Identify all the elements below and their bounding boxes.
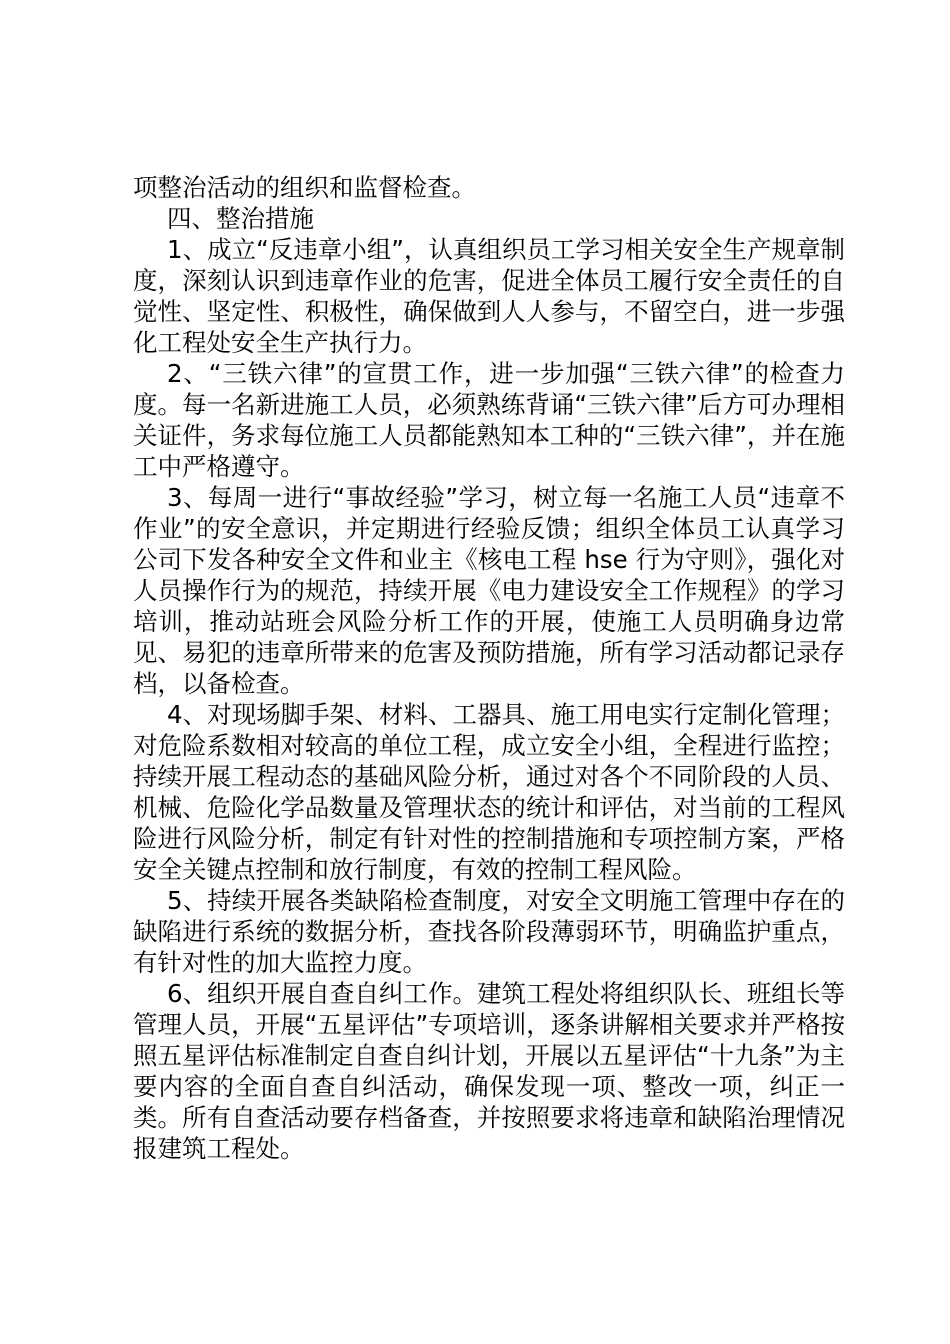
paragraph-measure-4: 4、对现场脚手架、材料、工器具、施工用电实行定制化管理；对危险系数相对较高的单位工程，成立安全小组，全程进行监控；持续开展工程动态的基础风险分析，通过对各个不同阶段的人员、机械、危险化学品数量及管理状态的统计和评估，对当前的工程风险进行风险分析，制定有针对性的控制措施和专项控制方案，严格安全关键点控制和放行制度，有效的控制工程风险。 bbox=[133, 700, 845, 884]
paragraph-measure-6: 6、组织开展自查自纠工作。建筑工程处将组织队长、班组长等管理人员，开展“五星评估”专项培训，逐条讲解相关要求并严格按照五星评估标准制定自查自纠计划，开展以五星评估“十九条”为主要内容的全面自查自纠活动，确保发现一项、整改一项，纠正一类。所有自查活动要存档备查，并按照要求将违章和缺陷治理情况报建筑工程处。 bbox=[133, 979, 845, 1163]
paragraph-measure-1: 1、成立“反违章小组”，认真组织员工学习相关安全生产规章制度，深刻认识到违章作业的危害，促进全体员工履行安全责任的自觉性、坚定性、积极性，确保做到人人参与，不留空白，进一步强化工程处安全生产执行力。 bbox=[133, 235, 845, 357]
paragraph-measure-3: 3、每周一进行“事故经验”学习，树立每一名施工人员“违章不作业”的安全意识，并定期进行经验反馈；组织全体员工认真学习公司下发各种安全文件和业主《核电工程 hse 行为守则》，强化对人员操作行为的规范，持续开展《电力建设安全工作规程》的学习培训，推动站班会风险分析工作的开展，使施工人员明确身边常见、易犯的违章所带来的危害及预防措施，所有学习活动都记录存档，以备检查。 bbox=[133, 483, 845, 698]
section-heading-measures: 四、整治措施 bbox=[167, 204, 314, 233]
paragraph-measure-2: 2、“三铁六律”的宣贯工作，进一步加强“三铁六律”的检查力度。每一名新进施工人员，必须熟练背诵“三铁六律”后方可办理相关证件，务求每位施工人员都能熟知本工种的“三铁六律”，并在施工中严格遵守。 bbox=[133, 359, 845, 481]
document-body bbox=[133, 172, 845, 1164]
paragraph-continuation: 项整治活动的组织和监督检查。 bbox=[133, 173, 476, 202]
paragraph-measure-5: 5、持续开展各类缺陷检查制度，对安全文明施工管理中存在的缺陷进行系统的数据分析，查找各阶段薄弱环节，明确监护重点，有针对性的加大监控力度。 bbox=[133, 886, 845, 977]
